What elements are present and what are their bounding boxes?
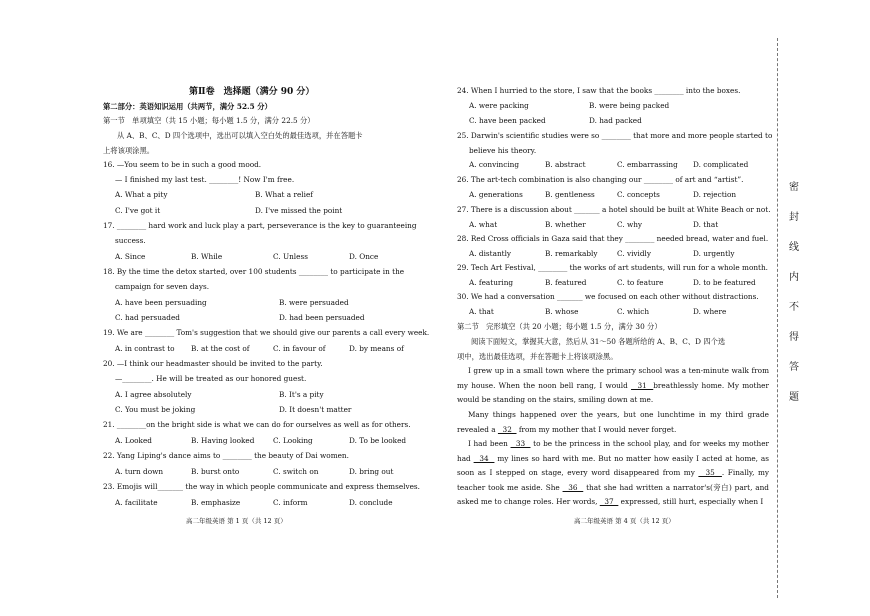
text-line: B. whose [545,307,579,316]
text-line: A. turn down [115,467,164,476]
text-line: D. It doesn't matter [279,405,352,414]
text-line: A. What a pity [115,190,168,199]
text-line: — I finished my last test. ________! Now I'm free. [115,175,295,184]
text-line: 25. Darwin's scientific studies were so ________ that more and more people started to [457,131,773,140]
text-line: D. conclude [349,498,393,507]
text-line: 26. The art-tech combination is also changing our ________ of art and “artist”. [457,175,744,184]
text-line: 上将该项涂黑。 [103,146,155,155]
text-line: 项中，选出最佳选项，并在答题卡上将该项涂黑。 [457,352,618,361]
text-line: 22. Yang Liping's dance aims to ________ the beauty of Dai women. [103,451,349,460]
text-line: B. at the cost of [191,344,250,353]
text-line: A. convincing [469,160,520,169]
text-line: A. were packing [469,101,529,110]
text-line: B. emphasize [191,498,241,507]
text-line: C. which [617,307,650,316]
text-line: B. Having looked [191,436,255,445]
text-line: A. have been persuading [115,298,207,307]
text-line: C. You must be joking [115,405,196,414]
text-line: success. [115,236,146,245]
seal-char: 封 [789,212,799,223]
passage-paragraph: Many things happened over the years, but one lunchtime in my third grade revealed a 32 from my mother that I would never forget. [457,410,769,434]
seal-char: 答 [789,362,799,373]
text-line: D. had been persuaded [279,313,365,322]
text-line: 23. Emojis will_______ the way in which people communicate and express themselves. [103,482,420,491]
text-line: A. I agree absolutely [115,390,192,399]
text-line: D. Once [349,252,379,261]
text-line: 24. When I hurried to the store, I saw that the books ________ into the boxes. [457,86,741,95]
seal-char: 密 [789,182,799,193]
text-line: A. facilitate [115,498,158,507]
text-line: 30. We had a conversation _______ we focused on each other without distractions. [457,292,759,301]
text-line: campaign for seven days. [115,282,210,291]
text-line: 27. There is a discussion about _______ a hotel should be built at White Beach or not. [457,205,771,214]
text-line: D. had packed [589,116,642,125]
text-line: C. to feature [617,278,664,287]
text-line: A. featuring [469,278,514,287]
text-line: D. I've missed the point [255,206,343,215]
text-line: B. whether [545,220,586,229]
text-line: B. burst onto [191,467,240,476]
text-line: A. in contrast to [115,344,175,353]
seal-dashed-line [777,38,778,598]
text-line: 第一节 单项填空（共 15 小题；每小题 1.5 分，满分 22.5 分） [103,116,315,125]
text-line: A. what [469,220,498,229]
text-line: A. Since [115,252,146,261]
text-line: C. embarrassing [617,160,678,169]
footer-right: 高二年级英语 第 4 页（共 12 页） [574,517,675,525]
text-line: B. It's a pity [279,390,324,399]
seal-char: 不 [789,302,799,313]
text-line: D. complicated [693,160,749,169]
text-line: B. While [191,252,223,261]
text-line: B. were being packed [589,101,670,110]
footer-left: 高二年级英语 第 1 页（共 12 页） [186,517,287,525]
text-line: C. Unless [273,252,308,261]
text-line: believe his theory. [469,146,537,155]
text-line: 阅读下面短文，掌握其大意，然后从 31～50 各题所给的 A、B、C、D 四个选 [471,337,726,346]
text-line: B. featured [545,278,587,287]
text-line: C. in favour of [273,344,326,353]
text-line: A. Looked [115,436,152,445]
seal-char: 得 [789,332,799,343]
text-line: C. concepts [617,190,660,199]
text-line: —________. He will be treated as our honored guest. [115,374,307,383]
text-line: 16. —You seem to be in such a good mood. [103,160,262,169]
seal-char: 内 [789,272,799,283]
text-line: D. where [693,307,727,316]
text-line: C. vividly [617,249,652,258]
text-line: C. why [617,220,643,229]
text-line: 第二部分：英语知识运用（共两节，满分 52.5 分） [103,102,272,111]
text-line: D. bring out [349,467,394,476]
text-line: B. gentleness [545,190,595,199]
passage-paragraph: I grew up in a small town where the primary school was a ten-minute walk from my house. When the noon bell rang, I would 31 breathlessly home. My mother would be standing on the stairs, smiling down at me. [457,366,769,405]
text-line: B. were persuaded [279,298,349,307]
text-line: C. switch on [273,467,319,476]
text-line: D. by means of [349,344,404,353]
text-line: C. had persuaded [115,313,180,322]
text-line: C. Looking [273,436,313,445]
text-line: A. distantly [469,249,512,258]
text-line: C. have been packed [469,116,546,125]
text-line: A. generations [469,190,523,199]
text-line: 17. ________ hard work and luck play a part, perseverance is the key to guaranteeing [103,221,417,230]
text-line: C. inform [273,498,308,507]
text-line: B. abstract [545,160,586,169]
seal-char: 题 [789,392,799,403]
text-line: 28. Red Cross officials in Gaza said that they ________ needed bread, water and fuel. [457,234,769,243]
text-line: 第二节 完形填空（共 20 小题；每小题 1.5 分，满分 30 分） [457,322,662,331]
text-line: 19. We are ________ Tom's suggestion that we should give our parents a call every week. [103,328,430,337]
text-line: 20. —I think our headmaster should be invited to the party. [103,359,323,368]
seal-char: 线 [789,242,799,253]
text-line: C. I've got it [115,206,161,215]
text-line: D. urgently [693,249,735,258]
passage-paragraph: I had been 33 to be the princess in the school play, and for weeks my mother had 34 my lines so hard with me. But no matter how easily I acted at home, as soon as I stepped on stage, every word disappeared from my 35 . Finally, my teacher took me aside. She 36 that she had written a narrator's(旁白) part, and asked me to change roles. Her words, 37 expressed, still hurt, especially when I [457,439,770,507]
text-line: A. that [469,307,494,316]
text-line: B. remarkably [545,249,598,258]
text-line: B. What a relief [255,190,313,199]
text-line: 第Ⅱ卷 选择题（满分 90 分） [189,87,315,97]
text-line: D. that [693,220,719,229]
text-line: D. to be featured [693,278,756,287]
text-line: D. rejection [693,190,737,199]
text-line: 从 A、B、C、D 四个选项中，选出可以填入空白处的最佳选项，并在答题卡 [117,131,363,140]
text-line: 21. ________on the bright side is what we can do for ourselves as well as for others. [103,420,411,429]
text-line: 29. Tech Art Festival, ________ the works of art students, will run for a whole month. [457,263,768,272]
text-line: D. To be looked [349,436,407,445]
text-line: 18. By the time the detox started, over 100 students ________ to participate in the [103,267,405,276]
